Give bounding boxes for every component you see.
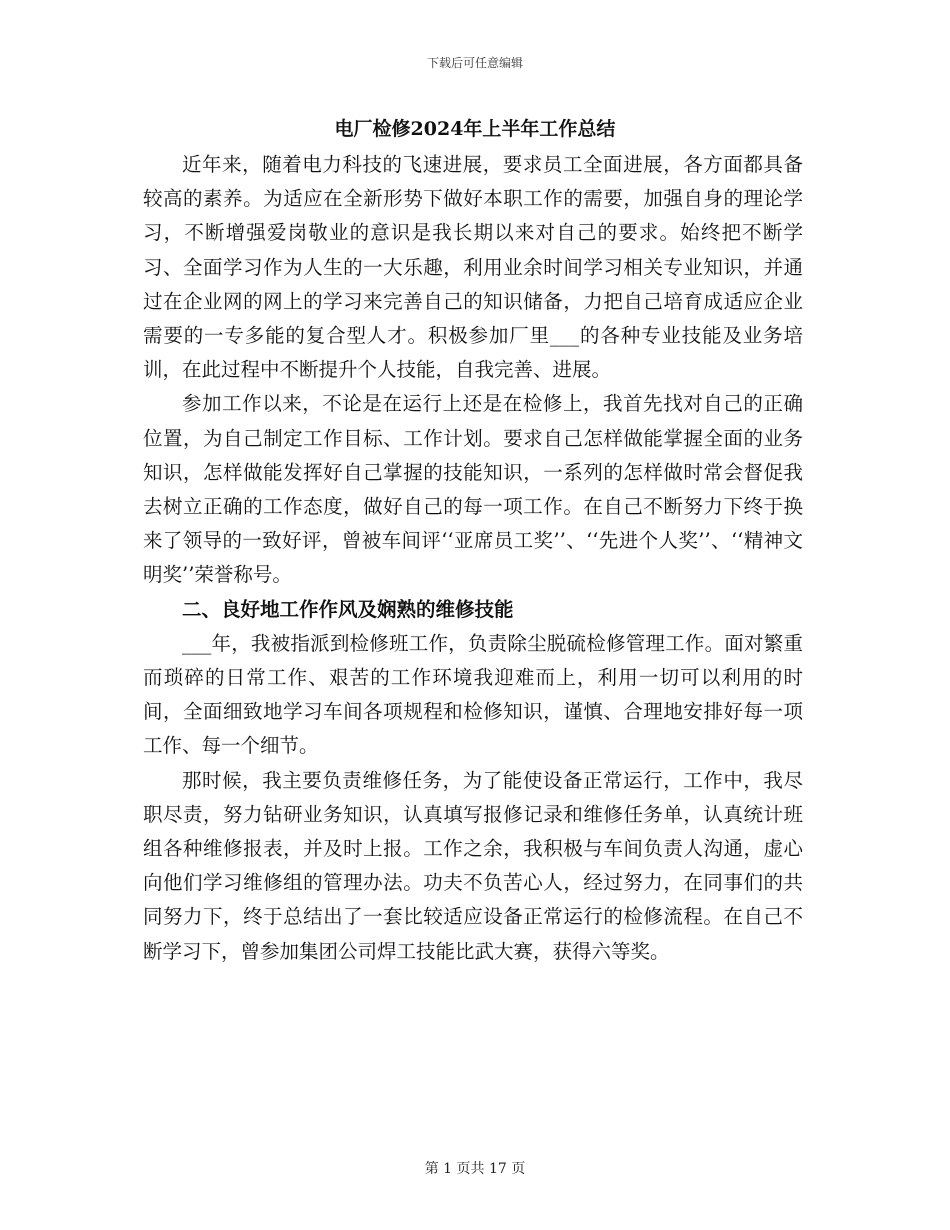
document-body (143, 148, 803, 969)
document-title: 电厂检修2024年上半年工作总结 (334, 118, 616, 140)
paragraph-2: 参加工作以来，不论是在运行上还是在检修上，我首先找对自己的正确位置，为自己制定工作目标、工作计划。要求自己怎样做能掌握全面的业务知识，怎样做能发挥好自己掌握的技能知识，一系列的怎样做时常会督促我去树立正确的工作态度，做好自己的每一项工作。在自己不断努力下终于换来了领导的一致好评，曾被车间评‘‘亚席员工奖’’、‘‘先进个人奖’’、‘‘精神文明奖’’荣誉称号。 (143, 392, 803, 587)
paragraph-1: 近年来，随着电力科技的飞速进展，要求员工全面进展，各方面都具备较高的素养。为适应在全新形势下做好本职工作的需要，加强自身的理论学习，不断增强爱岗敬业的意识是我长期以来对自己的要求。始终把不断学习、全面学习作为人生的一大乐趣，利用业余时间学习相关专业知识，并通过在企业网的网上的学习来完善自己的知识储备，力把自己培育成适应企业需要的一专多能的复合型人才。积极参加厂里___的各种专业技能及业务培训，在此过程中不断提升个人技能，自我完善、进展。 (143, 153, 803, 382)
page-footer: 第 1 页共 17 页 (424, 1161, 526, 1177)
section-2-paragraph-2: 那时候，我主要负责维修任务，为了能使设备正常运行，工作中，我尽职尽责，努力钻研业务知识，认真填写报修记录和维修任务单，认真统计班组各种维修报表，并及时上报。工作之余，我积极与车间负责人沟通，虚心向他们学习维修组的管理办法。功夫不负苦心人，经过努力，在同事们的共同努力下，终于总结出了一套比较适应设备正常运行的检修流程。在自己不断学习下，曾参加集团公司焊工技能比武大赛，获得六等奖。 (143, 768, 803, 963)
section-2-heading: 二、良好地工作作风及娴熟的维修技能 (182, 597, 514, 621)
header-note: 下载后可任意编辑 (426, 56, 523, 70)
section-2-paragraph-1: ___年，我被指派到检修班工作，负责除尘脱硫检修管理工作。面对繁重而琐碎的日常工作、艰苦的工作环境我迎难而上，利用一切可以利用的时间，全面细致地学习车间各项规程和检修知识，谨慎、合理地安排好每一项工作、每一个细节。 (143, 631, 803, 758)
